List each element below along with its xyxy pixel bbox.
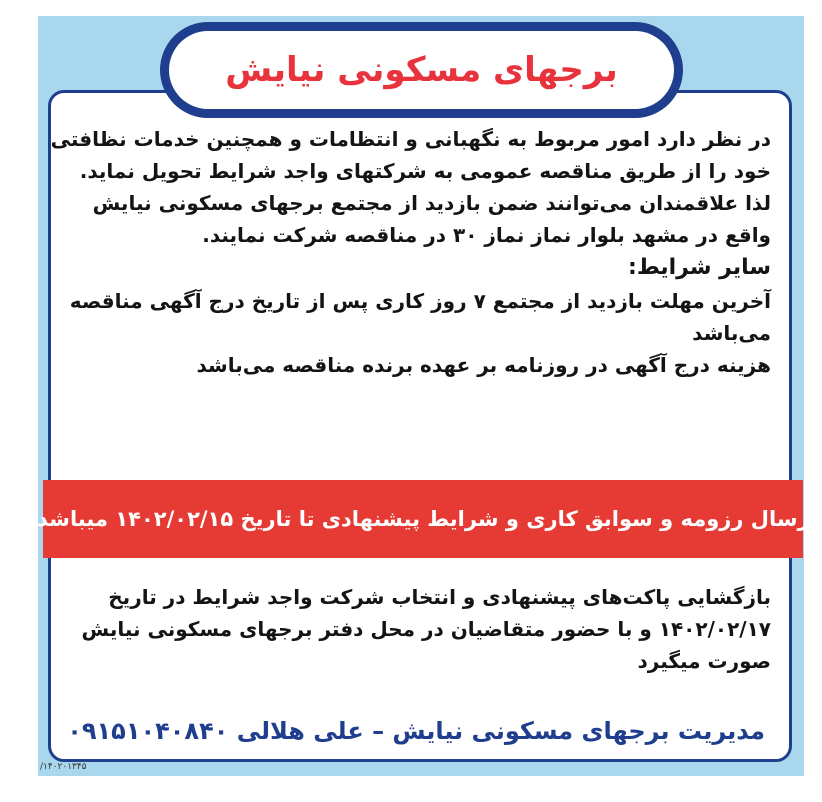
ad-title: برجهای مسکونی نیایش bbox=[225, 50, 618, 90]
intro-line: در نظر دارد امور مربوط به نگهبانی و انتظامات و همچنین خدمات نظافتی bbox=[50, 127, 771, 151]
intro-line: واقع در مشهد بلوار نماز نماز ۳۰ در مناقصه شرکت نمایند. bbox=[202, 223, 771, 247]
intro-line: خود را از طریق مناقصه عمومی به شرکتهای واجد شرایط تحویل نماید. bbox=[79, 159, 771, 183]
ad-card bbox=[29, 90, 817, 762]
title-inner bbox=[169, 31, 674, 109]
intro-line: لذا علاقمندان می‌توانند ضمن بازدید از مجتمع برجهای مسکونی نیایش bbox=[92, 191, 771, 215]
print-stamp: /۱۴۰۲۰۱۳۴۵ bbox=[40, 762, 87, 772]
deadline-text: ارسال رزومه و سوابق کاری و شرایط پیشنهادی تا تاریخ ۱۴۰۲/۰۲/۱۵ میباشد. bbox=[29, 507, 817, 531]
conditions-heading: سایر شرایط: bbox=[628, 255, 771, 280]
opening-line: صورت میگیرد bbox=[637, 649, 771, 673]
management-contact: مدیریت برجهای مسکونی نیایش – علی هلالی ۰۹۱۵۱۰۴۰۸۴۰ bbox=[67, 717, 765, 745]
ad-frame bbox=[29, 16, 817, 776]
condition-line: آخرین مهلت بازدید از مجتمع ۷ روز کاری پس از تاریخ درج آگهی مناقصه bbox=[69, 289, 771, 313]
opening-block bbox=[59, 581, 771, 677]
opening-line: بازگشایی پاکت‌های پیشنهادی و انتخاب شرکت واجد شرایط در تاریخ bbox=[108, 585, 771, 609]
deadline-banner bbox=[29, 480, 817, 558]
opening-line: ۱۴۰۲/۰۲/۱۷ و با حضور متقاضیان در محل دفتر برجهای مسکونی نیایش bbox=[81, 617, 771, 641]
condition-line: هزینه درج آگهی در روزنامه بر عهده برنده مناقصه می‌باشد bbox=[196, 353, 771, 377]
intro-block bbox=[50, 123, 771, 381]
condition-line: می‌باشد bbox=[692, 321, 771, 345]
title-banner bbox=[160, 22, 683, 118]
